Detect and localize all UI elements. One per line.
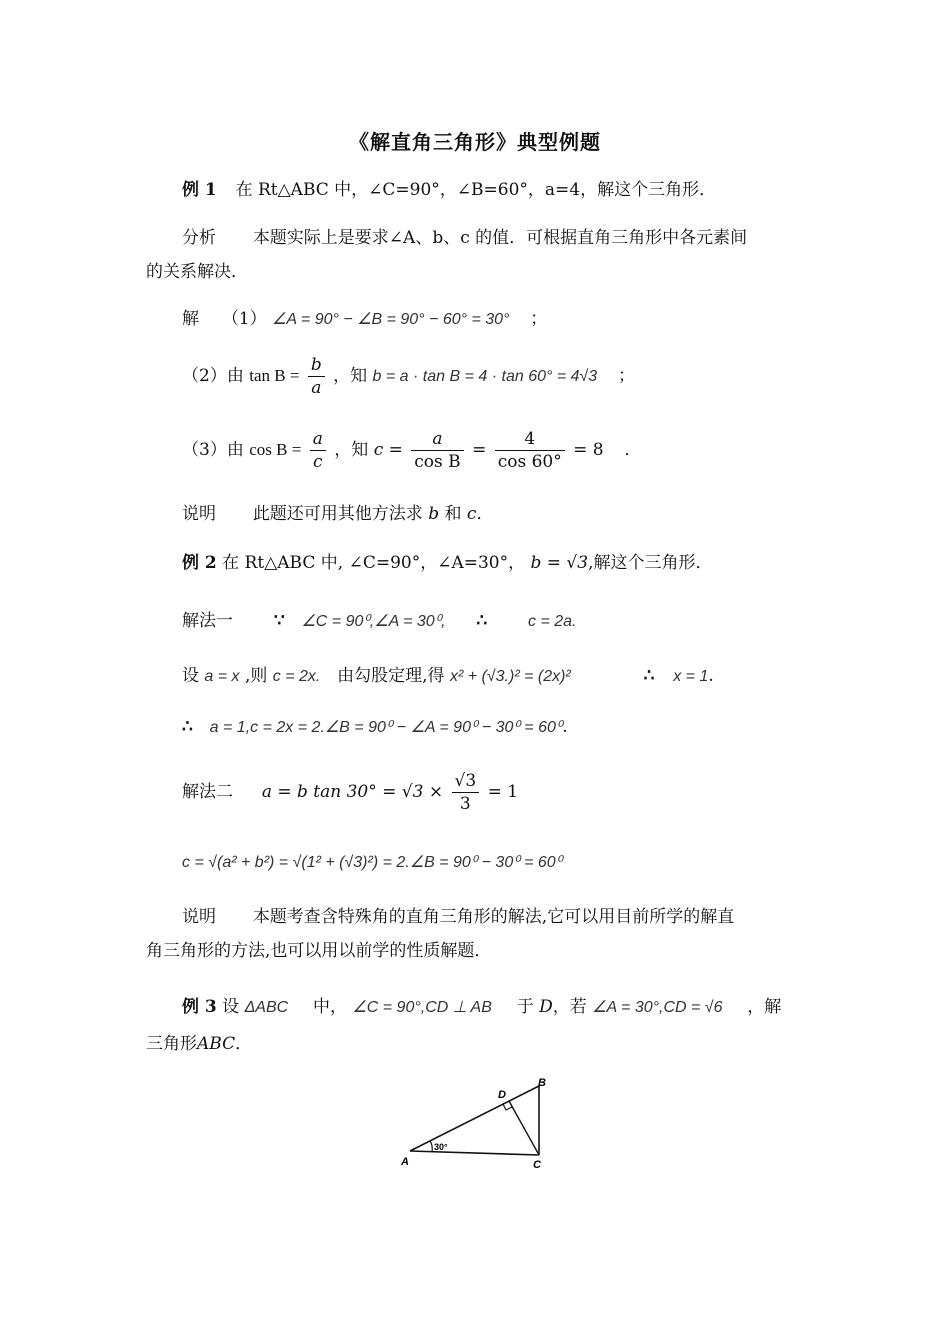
example-1-text: 在 Rt△ABC 中，∠C=90°，∠B=60°，a=4，解这个三角形．	[235, 180, 717, 200]
therefore-symbol-3: ∴	[182, 717, 193, 737]
method-1-pyth: 由勾股定理,得	[337, 666, 445, 686]
step-3-f1-num: a	[411, 428, 463, 451]
therefore-symbol: ∴	[476, 611, 488, 631]
method-2-den: 3	[459, 794, 471, 814]
angle-label: 30°	[434, 1142, 448, 1152]
step-1-math: ∠A = 90° − ∠B = 90° − 60° = 30°	[272, 311, 510, 328]
method-2-result: = 1	[487, 782, 519, 802]
method-2-line-2	[182, 850, 562, 875]
method-1-result: c = 2a.	[528, 613, 577, 630]
example-3-yu: 于	[516, 997, 534, 1017]
method-2-label: 解法二	[182, 782, 233, 802]
method-1-final-end: .	[562, 717, 568, 737]
example-3-label: 例 3	[182, 997, 217, 1017]
example-1-analysis	[182, 226, 747, 250]
angle-arc	[430, 1141, 432, 1152]
step-2-label: （2）由	[182, 366, 244, 386]
example-3-jie: ，解	[747, 997, 782, 1017]
step-3-f2-den: cos 60°	[497, 452, 562, 472]
example-1-note	[182, 502, 493, 526]
step-3-end: ．	[624, 440, 642, 460]
example-2-note-label: 说明	[182, 907, 216, 927]
step-3-c: c =	[373, 440, 403, 460]
method-1-c2x: c = 2x.	[272, 668, 321, 685]
method-1-dot: .	[708, 666, 714, 686]
method-1-ax: a = x	[204, 668, 240, 685]
step-3-lhs: cos B =	[249, 440, 302, 459]
example-3-line-2-text: 三角形	[146, 1034, 197, 1054]
step-2-lhs: tan B =	[249, 366, 300, 385]
note-b: b	[428, 504, 440, 524]
example-3-set: 设	[222, 997, 240, 1017]
triangle-figure	[396, 1072, 596, 1182]
example-2-note-1: 本题考查含特殊角的直角三角形的解法,它可以用目前所学的解直	[252, 907, 735, 927]
note-label: 说明	[182, 504, 216, 524]
example-3-triangle: ΔABC	[244, 999, 289, 1016]
method-1-given: ∠C = 90⁰,∠A = 30⁰,	[301, 613, 446, 630]
label-b: B	[538, 1077, 546, 1089]
solution-step-3: （3）由 cos B = $\frac{a}{c}$ ，知 c = $\frac{a}{\text{cos B}}$ = $\frac{4}{\cos 60^\circ}$ = 8 ．	[182, 429, 642, 472]
method-1-label: 解法一	[182, 611, 233, 631]
example-3-cond-2: ∠A = 30°,CD = √6	[592, 999, 723, 1016]
step-2-math: b = a · tan B = 4 · tan 60° = 4√3	[372, 368, 598, 385]
method-1-line-1	[182, 609, 577, 634]
example-2-text-c: ,解这个三角形．	[588, 553, 713, 573]
step-3-f2-num: 4	[495, 428, 565, 451]
step-3-result: = 8	[573, 440, 604, 460]
example-3-d: D	[539, 997, 553, 1017]
note-c: c	[466, 504, 477, 524]
example-1-statement	[182, 178, 716, 202]
side-ab	[410, 1086, 539, 1151]
note-end: ．	[476, 504, 494, 524]
note-and: 和	[444, 504, 462, 524]
example-1-label: 例 1	[182, 180, 217, 200]
example-3-cond-1: ∠C = 90°,CD ⊥ AB	[352, 999, 492, 1016]
example-2-text-a: 在 Rt△ABC 中, ∠C=90°，∠A=30°，	[222, 553, 526, 573]
method-1-line-2	[182, 664, 714, 689]
step-2-den: a	[311, 378, 322, 398]
example-3-zhong: 中，	[313, 997, 348, 1017]
method-2-line-2-math: c = √(a² + b²) = √(1² + (√3)²) = 2.∠B = 90⁰ − 30⁰ = 60⁰	[182, 854, 563, 871]
example-3-line-2-end: ．	[235, 1034, 253, 1054]
step-3-fraction	[310, 428, 326, 473]
example-3-statement	[182, 995, 781, 1020]
step-3-fraction-1	[411, 428, 463, 473]
example-2-note	[182, 905, 734, 929]
solution-step-2	[182, 354, 635, 399]
method-2-line-1	[182, 770, 518, 815]
method-2-num: √3	[452, 770, 480, 793]
analysis-label: 分析	[182, 228, 216, 248]
step-1-label: （1）	[221, 309, 267, 329]
example-2-label: 例 2	[182, 553, 217, 573]
method-1-then: ,则	[244, 666, 268, 686]
step-3-f1-den: cos B	[414, 452, 461, 472]
step-3-label: （3）由	[182, 440, 244, 460]
example-3-abc: ABC	[197, 1034, 236, 1054]
label-d: D	[498, 1089, 506, 1101]
therefore-symbol-2: ∴	[643, 666, 655, 686]
step-2-end: ；	[618, 366, 636, 386]
step-3-den: c	[313, 452, 323, 472]
label-a: A	[401, 1156, 409, 1168]
label-c: C	[533, 1159, 541, 1171]
solution-step-1	[182, 307, 547, 332]
page-title: 《解直角三角形》典型例题	[349, 130, 601, 154]
because-symbol: ∵	[273, 611, 285, 631]
example-3-line-2	[146, 1032, 252, 1056]
note-text: 此题还可用其他方法求	[252, 504, 423, 524]
method-2-lhs: a = b tan 30° = √3 ×	[261, 782, 444, 802]
method-1-x1: x = 1	[673, 668, 709, 685]
step-3-fraction-2	[495, 428, 565, 473]
example-3-ruo: ，若	[552, 997, 587, 1017]
method-2-fraction	[452, 770, 480, 815]
analysis-text-1: 本题实际上是要求∠A、b、c 的值．可根据直角三角形中各元素间	[252, 228, 748, 248]
method-1-line-3	[182, 715, 568, 740]
solution-label: 解	[182, 309, 199, 329]
step-2-fraction	[308, 354, 325, 399]
altitude-cd	[509, 1101, 539, 1155]
method-1-final: a = 1,c = 2x = 2.∠B = 90⁰ − ∠A = 90⁰ − 30⁰ = 60⁰	[209, 719, 563, 736]
step-3-mid: ，知	[334, 440, 369, 460]
analysis-text-2: 的关系解决．	[146, 262, 248, 282]
method-1-set: 设	[182, 666, 199, 686]
example-2-statement	[182, 551, 713, 575]
step-2-num: b	[308, 354, 325, 377]
step-2-mid: ，知	[333, 366, 368, 386]
step-3-num: a	[310, 428, 326, 451]
step-1-end: ；	[530, 309, 548, 329]
side-ac	[410, 1151, 539, 1155]
example-2-text-b: b = √3	[530, 553, 589, 573]
example-2-note-2: 角三角形的方法,也可以用以前学的性质解题．	[146, 941, 492, 961]
method-1-equation: x² + (√3.)² = (2x)²	[449, 668, 571, 685]
